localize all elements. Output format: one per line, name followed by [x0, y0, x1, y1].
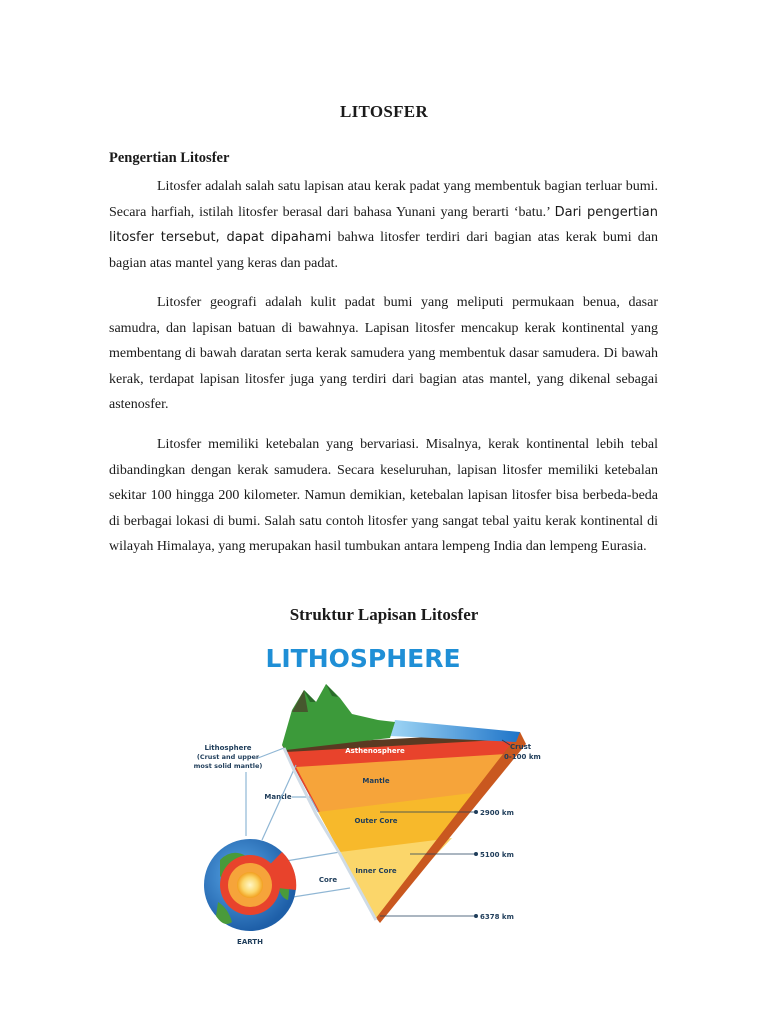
figure-title: LITHOSPHERE [265, 644, 461, 673]
label-lithosphere-desc-2: most solid mantle) [193, 762, 263, 770]
paragraph-3: Litosfer memiliki ketebalan yang bervariasi. Misalnya, kerak kontinental lebih tebal dibandingkan dengan kerak samudera. Secara keseluruhan, lapisan litosfer memiliki ketebalan sekitar 100 hingga 200 kilometer. Namun demikian, ketebalan lapisan litosfer bisa berbeda-beda di berbagai lokasi di bumi. Salah satu contoh litosfer yang sangat tebal yaitu kerak kontinental di wilayah Himalaya, yang merupakan hasil tumbukan antara lempeng India dan lempeng Eurasia. [109, 437, 658, 555]
label-depth-2900: 2900 km [480, 809, 514, 817]
label-inner-core: Inner Core [355, 867, 397, 875]
paragraph-1-part-1: Litosfer adalah salah satu lapisan atau kerak padat yang membentuk bagian terluar bumi. Secara harfiah, istilah litosfer berasal dari bahasa Yunani yang berarti ‘batu.’ [109, 179, 658, 220]
paragraph-1 [109, 174, 658, 276]
lithosphere-diagram [180, 640, 580, 960]
earth-wedge [282, 684, 526, 923]
label-lithosphere: Lithosphere [204, 744, 252, 752]
page-title: LITOSFER [339, 102, 429, 121]
label-outer-core: Outer Core [354, 817, 398, 825]
label-lithosphere-desc-1: (Crust and upper [196, 753, 260, 761]
label-depth-6378: 6378 km [480, 913, 514, 921]
lithosphere-figure [180, 640, 580, 960]
earth-globe [204, 839, 296, 931]
paragraph-1-part-2: bahwa litosfer terdiri dari bagian atas kerak bumi dan bagian atas mantel yang keras dan padat. [109, 230, 658, 271]
paragraph-1-sans-segment: Dari pengertian litosfer tersebut, dapat dipahami [109, 204, 658, 246]
label-crust: Crust [510, 743, 532, 751]
label-mantle-side: Mantle [264, 793, 292, 801]
label-core-side: Core [318, 876, 338, 884]
label-earth: EARTH [237, 938, 263, 946]
figure-heading: Struktur Lapisan Litosfer [289, 605, 479, 624]
label-mantle: Mantle [362, 777, 390, 785]
label-crust-depth: 0-100 km [504, 753, 541, 761]
label-asthenosphere: Asthenosphere [345, 747, 405, 755]
section-heading: Pengertian Litosfer [109, 150, 230, 166]
label-depth-5100: 5100 km [480, 851, 514, 859]
paragraph-2: Litosfer geografi adalah kulit padat bumi yang meliputi permukaan benua, dasar samudra, dan lapisan batuan di bawahnya. Lapisan litosfer mencakup kerak kontinental yang membentang di bawah daratan serta kerak samudera yang membentuk dasar samudera. Di bawah kerak, terdapat lapisan litosfer juga yang terdiri dari bagian atas mantel, yang dikenal sebagai astenosfer. [109, 295, 658, 413]
